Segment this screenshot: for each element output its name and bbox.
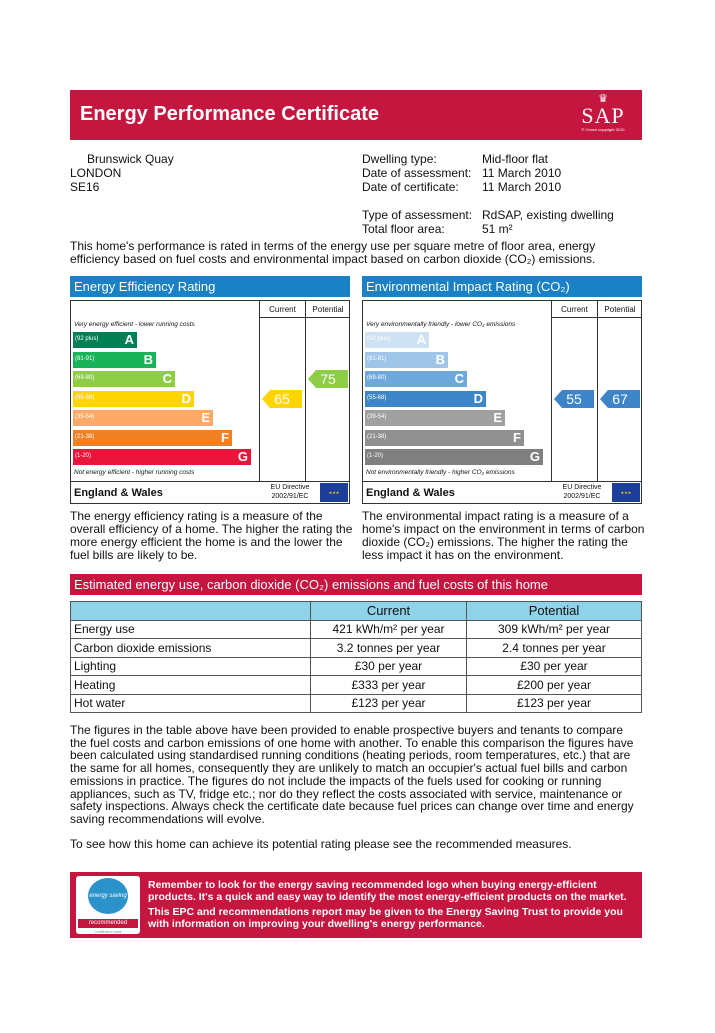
table-header bbox=[71, 602, 311, 621]
table-row: Lighting £30 per year £30 per year bbox=[71, 657, 642, 676]
panel-title: Environmental Impact Rating (CO₂) bbox=[362, 276, 642, 297]
recommended-measures-note: To see how this home can achieve its potential rating please see the recommended measures. bbox=[70, 837, 572, 851]
potential-rating-arrow: 67 bbox=[600, 390, 640, 408]
address-line: LONDON bbox=[70, 166, 122, 180]
property-address bbox=[70, 152, 174, 194]
eu-directive-label: EU Directive 2002/91/EC bbox=[270, 484, 310, 500]
table-row: Hot water £123 per year £123 per year bbox=[71, 694, 642, 713]
rating-band-d: (55-68) D bbox=[73, 391, 194, 407]
environmental-impact-chart bbox=[362, 300, 642, 504]
rating-band-g: (1-20) G bbox=[73, 449, 251, 465]
certificate-title: Energy Performance Certificate bbox=[80, 103, 380, 125]
energy-saving-recommended-logo: energy saving recommended Certification mark bbox=[76, 876, 140, 934]
rating-band-e: (39-54) E bbox=[73, 410, 213, 426]
potential-column-header: Potential bbox=[597, 301, 642, 318]
intro-text: This home's performance is rated in terms of the energy use per square metre of floor area, energy efficiency based on fuel costs and environmental impact based on carbon dioxide (CO₂) emissions. bbox=[70, 239, 596, 266]
table-row: Carbon dioxide emissions 3.2 tonnes per year 2.4 tonnes per year bbox=[71, 639, 642, 658]
table-header: Potential bbox=[467, 602, 642, 621]
table-row: Energy use 421 kWh/m² per year 309 kWh/m² per year bbox=[71, 620, 642, 639]
rating-band-b: (81-91) B bbox=[365, 352, 448, 368]
current-rating-arrow: 55 bbox=[554, 390, 594, 408]
certificate-header bbox=[70, 90, 642, 140]
rating-band-e: (39-54) E bbox=[365, 410, 505, 426]
energy-efficiency-chart bbox=[70, 300, 350, 504]
region-label: England & Wales bbox=[74, 487, 163, 499]
environmental-impact-description: The environmental impact rating is a measure of a home's impact on the environment in terms of carbon dioxide (CO₂) emissions. The higher the rating the less impact it has on the environment. bbox=[362, 509, 645, 562]
table-header: Current bbox=[311, 602, 467, 621]
rating-band-c: (69-80) C bbox=[365, 371, 467, 387]
rating-band-g: (1-20) G bbox=[365, 449, 543, 465]
chart-footer bbox=[71, 481, 349, 503]
current-rating-arrow: 65 bbox=[262, 390, 302, 408]
energy-efficiency-panel bbox=[70, 276, 350, 504]
potential-column-header: Potential bbox=[305, 301, 350, 318]
top-label: Very environmentally friendly - lower CO₂ emissions bbox=[366, 321, 516, 328]
region-label: England & Wales bbox=[366, 487, 455, 499]
estimate-table bbox=[70, 601, 642, 713]
current-column-header: Current bbox=[259, 301, 305, 318]
rating-band-b: (81-91) B bbox=[73, 352, 156, 368]
eu-directive-label: EU Directive 2002/91/EC bbox=[562, 484, 602, 500]
figures-explanation: The figures in the table above have been provided to enable prospective buyers and tenants to compare the fuel costs and carbon emissions of one home with another. To enable this comparison the figures have been calculated using standardised running conditions (heating periods, room temperatures, etc.) that are the same for all homes, consequently they are unlikely to match an occupier's actual fuel bills and carbon emissions in practice. The figures do not include the impacts of the fuels used for cooking or running appliances, such as TV, fridge etc.; nor do they reflect the costs associated with service, maintenance or safety inspections. Always check the certificate date because fuel prices can change over time and energy saving recommendations will evolve. bbox=[70, 723, 634, 826]
rating-band-f: (21-38) F bbox=[365, 430, 524, 446]
eu-flag-icon: ★★★ bbox=[612, 483, 640, 502]
energy-efficiency-description: The energy efficiency rating is a measure of the overall efficiency of a home. The higher the rating the more energy efficient the home is and the lower the fuel bills are likely to be. bbox=[70, 509, 353, 562]
current-column-header: Current bbox=[551, 301, 597, 318]
banner-text: Remember to look for the energy saving recommended logo when buying energy-efficient products. It's a quick and easy way to identify the most energy-efficient products on the market. This EPC and recommendations report may be given to the Energy Saving Trust to provide you with information on improving your dwelling's energy performance. bbox=[148, 879, 627, 930]
environmental-impact-panel bbox=[362, 276, 642, 504]
address-line: Brunswick Quay bbox=[87, 152, 174, 166]
rating-band-a: (92 plus) A bbox=[365, 332, 429, 348]
address-line: SE16 bbox=[70, 180, 100, 194]
chart-footer bbox=[363, 481, 641, 503]
rating-band-d: (55-68) D bbox=[365, 391, 486, 407]
table-row: Heating £333 per year £200 per year bbox=[71, 676, 642, 695]
rating-band-f: (21-38) F bbox=[73, 430, 232, 446]
bottom-label: Not environmentally friendly - higher CO₂ emissions bbox=[366, 469, 515, 476]
rating-band-c: (69-80) C bbox=[73, 371, 175, 387]
energy-saving-banner bbox=[70, 872, 642, 938]
top-label: Very energy efficient - lower running costs bbox=[74, 321, 195, 328]
potential-rating-arrow: 75 bbox=[308, 370, 348, 388]
panel-title: Energy Efficiency Rating bbox=[70, 276, 350, 297]
bottom-label: Not energy efficient - higher running costs bbox=[74, 469, 195, 476]
crown-icon: ♛ bbox=[598, 93, 608, 105]
estimate-section-title: Estimated energy use, carbon dioxide (CO₂) emissions and fuel costs of this home bbox=[70, 574, 642, 595]
rating-band-a: (92 plus) A bbox=[73, 332, 137, 348]
eu-flag-icon: ★★★ bbox=[320, 483, 348, 502]
sap-logo: ♛ SAP © Crown copyright 2010 bbox=[572, 94, 634, 136]
dwelling-details: Dwelling type: Mid-floor flat Date of assessment: 11 March 2010 Date of certificate: 11 March 2010 Type of assessment: RdSAP, existing dwelling Total floor area: 51 m² bbox=[362, 152, 614, 236]
